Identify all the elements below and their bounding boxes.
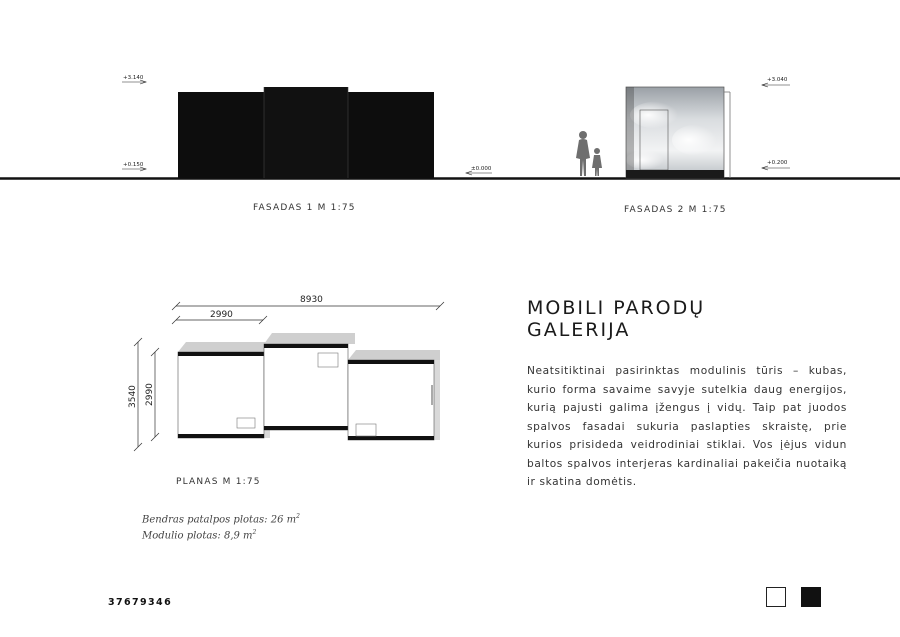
svg-text:+3.040: +3.040	[767, 77, 788, 83]
level-marker-bottom-right	[762, 160, 790, 170]
plan-caption: PLANAS M 1:75	[176, 477, 261, 487]
level-marker-top-right	[762, 77, 790, 87]
facade-1-elevation	[178, 87, 434, 178]
svg-text:+0.200: +0.200	[767, 160, 788, 166]
facade-2-elevation	[626, 87, 730, 178]
level-marker-top-left	[122, 75, 146, 84]
swatch-white	[766, 587, 786, 607]
level-marker-ground	[466, 166, 492, 175]
total-area-text: Bendras patalpos plotas: 26 $m^2$	[142, 513, 300, 526]
module-area-text: Modulio plotas: 8,9 $m^2$	[142, 529, 257, 542]
facade-1-module-right	[348, 92, 434, 178]
svg-text:2990: 2990	[145, 383, 155, 406]
project-code: 37679346	[108, 597, 173, 608]
level-marker-bottom-left	[122, 162, 146, 171]
plan-module-right	[348, 360, 434, 440]
facade-2-caption: FASADAS 2 M 1:75	[624, 205, 727, 215]
svg-text:±0.000: ±0.000	[471, 166, 492, 172]
human-silhouettes-icon	[576, 131, 602, 176]
project-description: Neatsitiktinai pasirinktas modulinis tūris – kubas, kurio forma savaime savyje sutelkia daug energijos, kurią pajusti galima įžengus į vidų. Taip pat juodos spalvos fasadai sukuria paslapties skraistę, prie kurios prisideda veidrodiniai stiklai. Vos įėjus vidun baltos spalvos interjeras kardinaliai pakeičia nuotaiką ir skatina domėtis.	[527, 365, 847, 488]
svg-text:8930: 8930	[300, 295, 323, 305]
svg-text:3540: 3540	[128, 385, 138, 408]
plan-module-left	[178, 352, 264, 438]
elevations-drawing	[0, 0, 900, 200]
plan-module-middle	[264, 344, 348, 430]
dimension-module-depth	[145, 348, 159, 441]
svg-text:+3.140: +3.140	[123, 75, 144, 81]
facade-1-module-middle	[264, 87, 348, 178]
dimension-total-width	[172, 295, 444, 310]
project-title: MOBILI PARODŲ GALERIJA	[527, 297, 706, 341]
facade-1-module-left	[178, 92, 264, 178]
svg-text:+0.150: +0.150	[123, 162, 144, 168]
svg-text:2990: 2990	[210, 310, 233, 320]
facade-1-caption: FASADAS 1 M 1:75	[253, 203, 356, 213]
dimension-module-width	[172, 310, 267, 324]
floor-plan-drawing	[0, 280, 470, 470]
swatch-black	[801, 587, 821, 607]
dimension-total-depth	[128, 338, 142, 451]
